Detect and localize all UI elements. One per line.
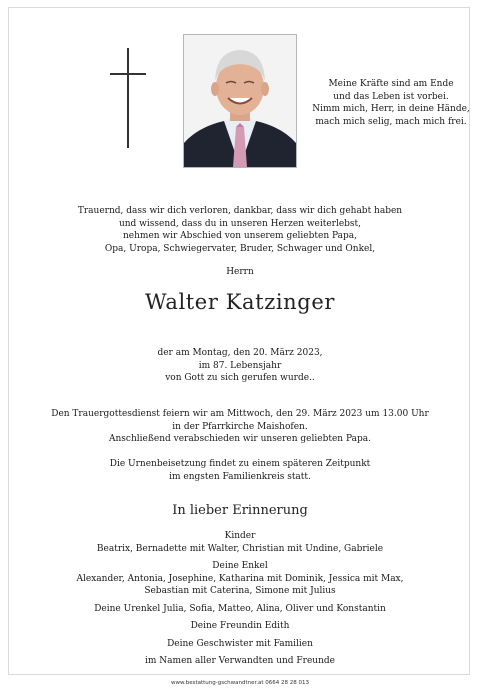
- intro-text: [0, 205, 480, 255]
- service-line: Den Trauergottesdienst feiern wir am Mittwoch, den 29. März 2023 um 13.00 Uhr: [51, 409, 429, 419]
- cross-icon: [110, 48, 146, 148]
- siblings-line: Deine Geschwister mit Familien: [167, 638, 313, 649]
- death-line: von Gott zu sich gerufen wurde..: [165, 373, 315, 383]
- grandchildren-names: Sebastian mit Caterina, Simone mit Julius: [144, 586, 336, 596]
- death-line: im 87. Lebensjahr: [198, 360, 282, 371]
- service-line: in der Pfarrkirche Maishofen.: [172, 421, 308, 432]
- children-heading: Kinder: [224, 531, 256, 541]
- deceased-name: Walter Katzinger: [144, 290, 336, 314]
- great-grandchildren-names: Deine Urenkel Julia, Sofia, Matteo, Alina, Oliver und Konstantin: [94, 603, 386, 614]
- intro-line: und wissend, dass du in unseren Herzen weiterlebst,: [118, 218, 362, 229]
- death-info: [0, 347, 480, 385]
- verse-line: Meine Kräfte sind am Ende: [328, 79, 454, 89]
- urn-info: [0, 458, 480, 483]
- friend-name: Deine Freundin Edith: [190, 621, 290, 631]
- portrait-photo: [183, 34, 297, 168]
- footer-contact: www.bestattung-gschwandtner.at 0664 28 28 013: [170, 680, 310, 686]
- death-line: der am Montag, den 20. März 2023,: [157, 348, 323, 358]
- service-line: Anschließend verabschieden wir unseren geliebten Papa.: [109, 434, 371, 444]
- poem-verse: [306, 78, 476, 128]
- verse-line: und das Leben ist vorbei.: [333, 91, 449, 102]
- grandchildren-heading: Deine Enkel: [212, 561, 268, 571]
- verse-line: Nimm mich, Herr, in deine Hände,: [312, 104, 470, 114]
- intro-line: Trauernd, dass wir dich verloren, dankbar, dass wir dich gehabt haben: [77, 206, 403, 216]
- grandchildren-names: Alexander, Antonia, Josephine, Katharina mit Dominik, Jessica mit Max,: [76, 573, 404, 584]
- relatives-line: im Namen aller Verwandten und Freunde: [145, 656, 335, 666]
- remembrance-heading: In lieber Erinnerung: [172, 503, 308, 518]
- urn-line: im engsten Familienkreis statt.: [169, 471, 311, 482]
- verse-line: mach mich selig, mach mich frei.: [315, 116, 467, 127]
- intro-line: Opa, Uropa, Schwiegervater, Bruder, Schwager und Onkel,: [104, 243, 376, 254]
- salutation: Herrn: [226, 267, 254, 277]
- urn-line: Die Urnenbeisetzung findet zu einem späteren Zeitpunkt: [109, 459, 371, 469]
- service-info: [0, 408, 480, 446]
- mourners-list: [0, 530, 480, 668]
- intro-line: nehmen wir Abschied von unserem geliebten Papa,: [123, 231, 357, 241]
- children-names: Beatrix, Bernadette mit Walter, Christian mit Undine, Gabriele: [96, 543, 384, 554]
